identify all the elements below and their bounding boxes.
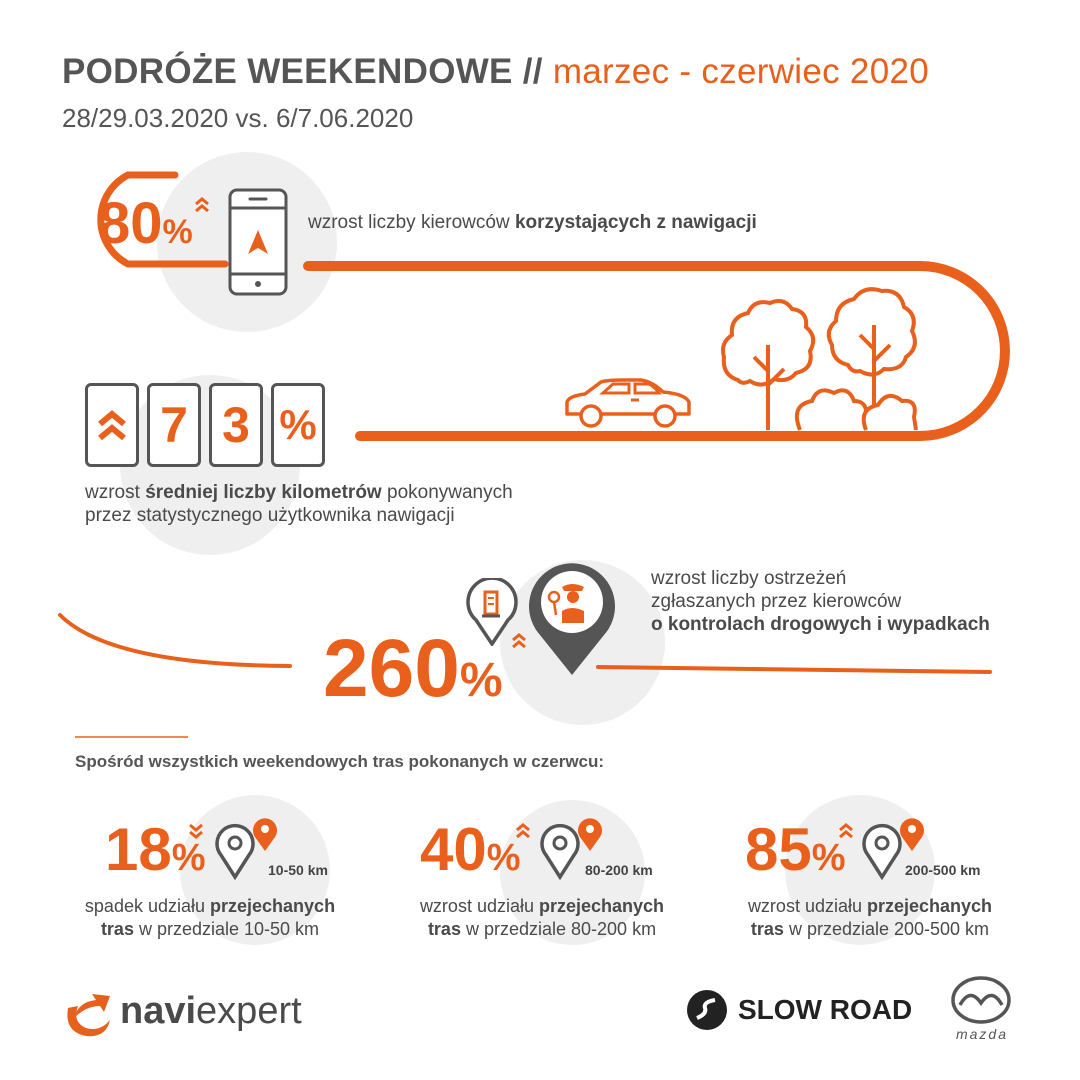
stat-navigation-unit: %: [162, 213, 193, 251]
slowroad-logo: SLOW ROAD: [738, 994, 913, 1025]
route-3-desc-suffix: w przedziale 200-500 km: [783, 919, 990, 940]
mazda-logo-icon: [950, 975, 1012, 1025]
title-period: marzec - czerwiec 2020: [552, 52, 929, 91]
mazda-logo-text: mazda: [955, 1026, 1009, 1042]
stat-warnings-unit: %: [459, 654, 503, 707]
tile-digit-2: 3: [209, 383, 263, 467]
trees-icon: [718, 285, 928, 435]
date-range: 28/29.03.2020 vs. 6/7.06.2020: [62, 103, 414, 133]
route-1-number: 18: [105, 816, 172, 883]
tile-unit: %: [271, 383, 325, 467]
naviexpert-logo-navi: navi: [120, 990, 197, 1032]
tile-trend: [85, 383, 139, 467]
route-1-desc-bold2: tras: [100, 919, 134, 940]
routes-heading: Spośród wszystkich weekendowych tras pokonanych w czerwcu:: [75, 752, 605, 771]
stat-warnings-value: [323, 622, 503, 716]
trend-up-icon: [194, 196, 210, 214]
trend-up-icon: [511, 632, 527, 650]
route-3-number: 85: [745, 816, 812, 883]
stat-warnings-number: 260: [323, 623, 460, 714]
route-1-description: [40, 895, 380, 942]
slowroad-logo-icon: [685, 988, 729, 1032]
stat-warnings-description: [651, 568, 990, 636]
route-1-unit: %: [171, 837, 206, 879]
trend-down-icon: [188, 822, 204, 840]
route-2-description: [372, 895, 712, 942]
stat-kilometers-line1: [85, 482, 513, 505]
stat-kilometers-description: [85, 482, 513, 528]
route-2-desc-suffix: w przedziale 80-200 km: [460, 919, 657, 940]
tile-digit-1: 7: [147, 383, 201, 467]
route-1-desc-bold1: przejechanych: [210, 896, 336, 916]
trend-up-icon: [515, 822, 531, 840]
route-3-description: [700, 895, 1040, 942]
stat-navigation-description: [308, 212, 757, 235]
route-3-desc-bold1: przejechanych: [867, 896, 993, 916]
stat-kilometers-suffix: pokonywanych: [381, 482, 513, 503]
route-3-range: 200-500 km: [905, 862, 981, 878]
stat-kilometers-bold: średniej liczby kilometrów: [145, 482, 382, 503]
stat-navigation-value: [98, 190, 193, 257]
route-1-desc-prefix: spadek udziału: [84, 896, 211, 916]
route-2-number: 40: [420, 816, 487, 883]
route-2-desc-bold2: tras: [427, 919, 461, 940]
route-2-range: 80-200 km: [585, 862, 653, 878]
title-separator: //: [522, 52, 543, 91]
page-title: [62, 52, 929, 92]
car-icon: [563, 378, 693, 433]
naviexpert-logo: [120, 990, 302, 1033]
police-officer-pin-icon: [526, 557, 618, 679]
route-2-desc-bold1: przejechanych: [539, 896, 665, 916]
route-2-unit: %: [486, 837, 521, 879]
route-3-desc-bold2: tras: [750, 919, 784, 940]
naviexpert-logo-icon: [60, 988, 116, 1040]
stat-warnings-line1: wzrost liczby ostrzeżeń: [651, 568, 847, 589]
stat-kilometers-prefix: wzrost: [85, 482, 146, 503]
stat-kilometers-line2: przez statystycznego użytkownika nawigacji: [85, 504, 455, 526]
route-1-range: 10-50 km: [268, 862, 328, 878]
stat-navigation-text: wzrost liczby kierowców: [308, 212, 515, 233]
smartphone-navigation-icon: [228, 188, 288, 298]
stat-navigation-number: 80: [98, 191, 163, 256]
route-1-desc-suffix: w przedziale 10-50 km: [133, 919, 320, 940]
trend-up-icon: [838, 822, 854, 840]
route-3-value: [745, 815, 846, 884]
stat-warnings-line2: zgłaszanych przez kierowców: [651, 590, 902, 612]
title-main: PODRÓŻE WEEKENDOWE: [62, 52, 513, 91]
naviexpert-logo-expert: expert: [196, 990, 302, 1032]
route-2-value: [420, 815, 521, 884]
route-3-unit: %: [811, 837, 846, 879]
trend-up-icon: [97, 408, 127, 442]
route-2-desc-prefix: wzrost udziału: [419, 896, 539, 916]
stat-warnings-line3: o kontrolach drogowych i wypadkach: [651, 613, 990, 635]
stat-navigation-text-bold: korzystających z nawigacji: [514, 212, 757, 233]
route-3-desc-prefix: wzrost udziału: [747, 896, 867, 916]
